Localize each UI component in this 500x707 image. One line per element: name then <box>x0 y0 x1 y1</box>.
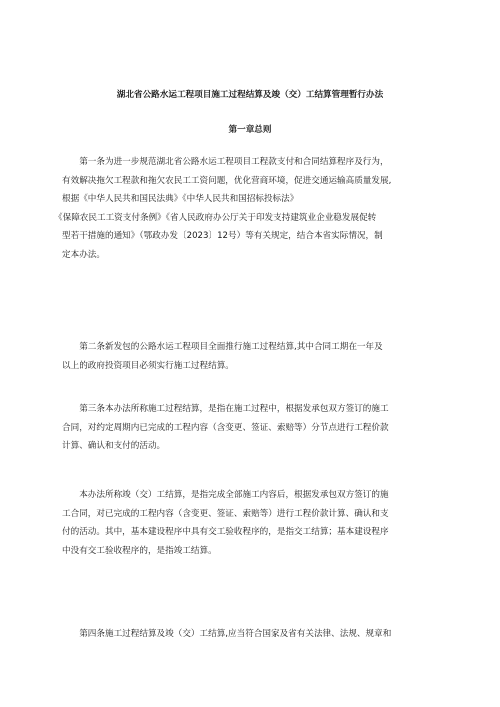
text-line: 以上的政府投资项目必须实行施工过程结算。 <box>62 360 234 371</box>
paragraph-article-1 <box>54 153 446 265</box>
text-line: 定本办法。 <box>62 249 105 260</box>
paragraph-article-4 <box>62 625 446 644</box>
text-line: 有效解决拖欠工程款和拖欠农民工工资问题，优化营商环境，促进交通运输高质量发展, <box>62 175 392 186</box>
paragraph-article-3-continued <box>62 486 446 560</box>
text-line: 工合同，对已完成的工程内容（含变更、签证、索赔等）进行工程价款计算、确认和支 <box>62 508 389 519</box>
paragraph-article-2 <box>62 338 446 375</box>
paragraph-article-3 <box>62 400 446 456</box>
text-line: 本办法所称竣（交）工结算，是指完成全部施工内容后，根据发承包双方签订的施 <box>62 490 389 500</box>
text-line: 第四条施工过程结算及竣（交）工结算,应当符合国家及省有关法律、法规、规章和 <box>62 629 392 639</box>
text-line: 付的活动。其中，基本建设程序中具有交工验收程序的，是指交工结算；基本建设程序 <box>62 527 389 538</box>
text-line: 第一条为进一步规范湖北省公路水运工程项目工程款支付和合同结算程序及行为， <box>62 157 389 167</box>
text-line: 第三条本办法所称施工过程结算，是指在施工过程中，根据发承包双方签订的施工 <box>62 404 389 414</box>
text-line: 第二条新发包的公路水运工程项目全面推行施工过程结算,其中合同工期在一年及 <box>62 342 383 352</box>
text-line: 中没有交工验收程序的，是指竣工结算。 <box>62 545 217 556</box>
text-line: 型若干措施的通知》（鄂政办发〔2023〕12号）等有关规定，结合本省实际情况，制 <box>62 231 383 242</box>
text-line: 根据《中华人民共和国民法典》《中华人民共和国招标投标法》 <box>62 194 299 205</box>
chapter-heading: 第一章总则 <box>228 125 272 135</box>
text-line: 《保障农民工工资支付条例》《省人民政府办公厅关于印发支持建筑业企业稳发展促转 <box>54 212 377 223</box>
text-line: 合同，对约定周期内已完成的工程内容（含变更、签证、索赔等）分节点进行工程价款 <box>62 422 389 433</box>
document-title: 湖北省公路水运工程项目施工过程结算及竣（交）工结算管理暂行办法 <box>116 90 384 100</box>
text-line: 计算、确认和支付的活动。 <box>62 441 166 452</box>
